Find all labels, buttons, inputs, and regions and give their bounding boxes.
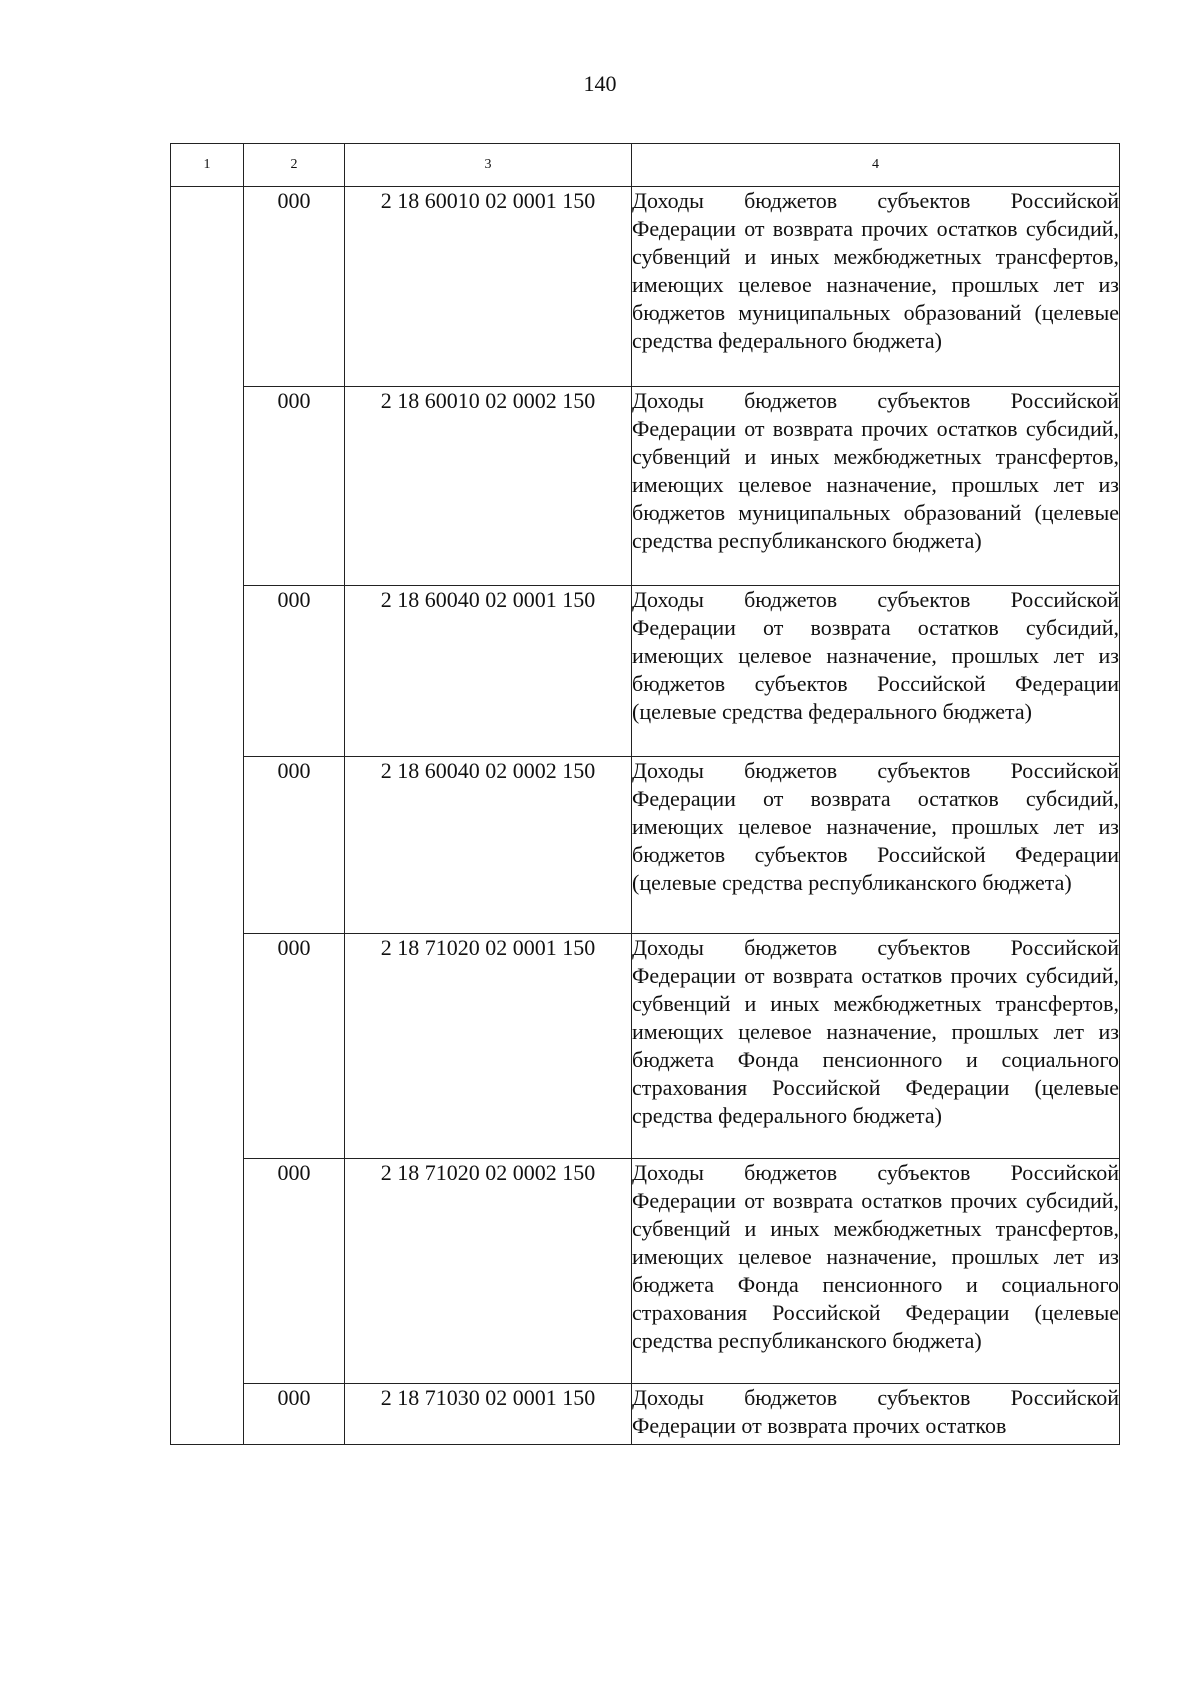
table-row: [171, 757, 1120, 934]
admin-code-cell: 000: [244, 387, 345, 586]
budget-code-cell: 2 18 60040 02 0001 150: [345, 586, 632, 757]
description-cell: Доходы бюджетов субъектов Российской Федерации от возврата прочих остатков субсидий, субвенций и иных межбюджетных трансфертов, имеющих целевое назначение, прошлых лет из бюджетов муниципальных образований (целевые средства федерального бюджета): [632, 187, 1120, 387]
description-cell: Доходы бюджетов субъектов Российской Федерации от возврата остатков субсидий, имеющих целевое назначение, прошлых лет из бюджетов субъектов Российской Федерации (целевые средства федерального бюджета): [632, 586, 1120, 757]
budget-classification-table: [170, 143, 1120, 1445]
column-1-cell: [171, 187, 244, 1445]
admin-code-cell: 000: [244, 757, 345, 934]
budget-code-cell: 2 18 71020 02 0001 150: [345, 934, 632, 1159]
description-cell: Доходы бюджетов субъектов Российской Федерации от возврата остатков субсидий, имеющих целевое назначение, прошлых лет из бюджетов субъектов Российской Федерации (целевые средства республиканского бюджета): [632, 757, 1120, 934]
admin-code-cell: 000: [244, 187, 345, 387]
budget-code-cell: 2 18 60010 02 0002 150: [345, 387, 632, 586]
budget-code-cell: 2 18 71030 02 0001 150: [345, 1384, 632, 1445]
table-row: [171, 934, 1120, 1159]
table-row: [171, 387, 1120, 586]
column-header-4: 4: [632, 144, 1120, 187]
admin-code-cell: 000: [244, 934, 345, 1159]
admin-code-cell: 000: [244, 1384, 345, 1445]
description-cell: Доходы бюджетов субъектов Российской Федерации от возврата остатков прочих субсидий, субвенций и иных межбюджетных трансфертов, имеющих целевое назначение, прошлых лет из бюджета Фонда пенсионного и социального страхования Российской Федерации (целевые средства республиканского бюджета): [632, 1159, 1120, 1384]
budget-code-cell: 2 18 60010 02 0001 150: [345, 187, 632, 387]
column-header-1: 1: [171, 144, 244, 187]
table-row: [171, 1159, 1120, 1384]
table-row: [171, 1384, 1120, 1445]
description-cell: Доходы бюджетов субъектов Российской Федерации от возврата остатков прочих субсидий, субвенций и иных межбюджетных трансфертов, имеющих целевое назначение, прошлых лет из бюджета Фонда пенсионного и социального страхования Российской Федерации (целевые средства федерального бюджета): [632, 934, 1120, 1159]
budget-code-cell: 2 18 60040 02 0002 150: [345, 757, 632, 934]
budget-code-cell: 2 18 71020 02 0002 150: [345, 1159, 632, 1384]
table-row: [171, 187, 1120, 387]
description-cell: Доходы бюджетов субъектов Российской Федерации от возврата прочих остатков субсидий, субвенций и иных межбюджетных трансфертов, имеющих целевое назначение, прошлых лет из бюджетов муниципальных образований (целевые средства республиканского бюджета): [632, 387, 1120, 586]
description-cell: Доходы бюджетов субъектов Российской Федерации от возврата прочих остатков: [632, 1384, 1120, 1445]
column-header-2: 2: [244, 144, 345, 187]
admin-code-cell: 000: [244, 1159, 345, 1384]
table-row: [171, 586, 1120, 757]
admin-code-cell: 000: [244, 586, 345, 757]
table-header-row: [171, 144, 1120, 187]
page-number: 140: [583, 71, 617, 96]
column-header-3: 3: [345, 144, 632, 187]
